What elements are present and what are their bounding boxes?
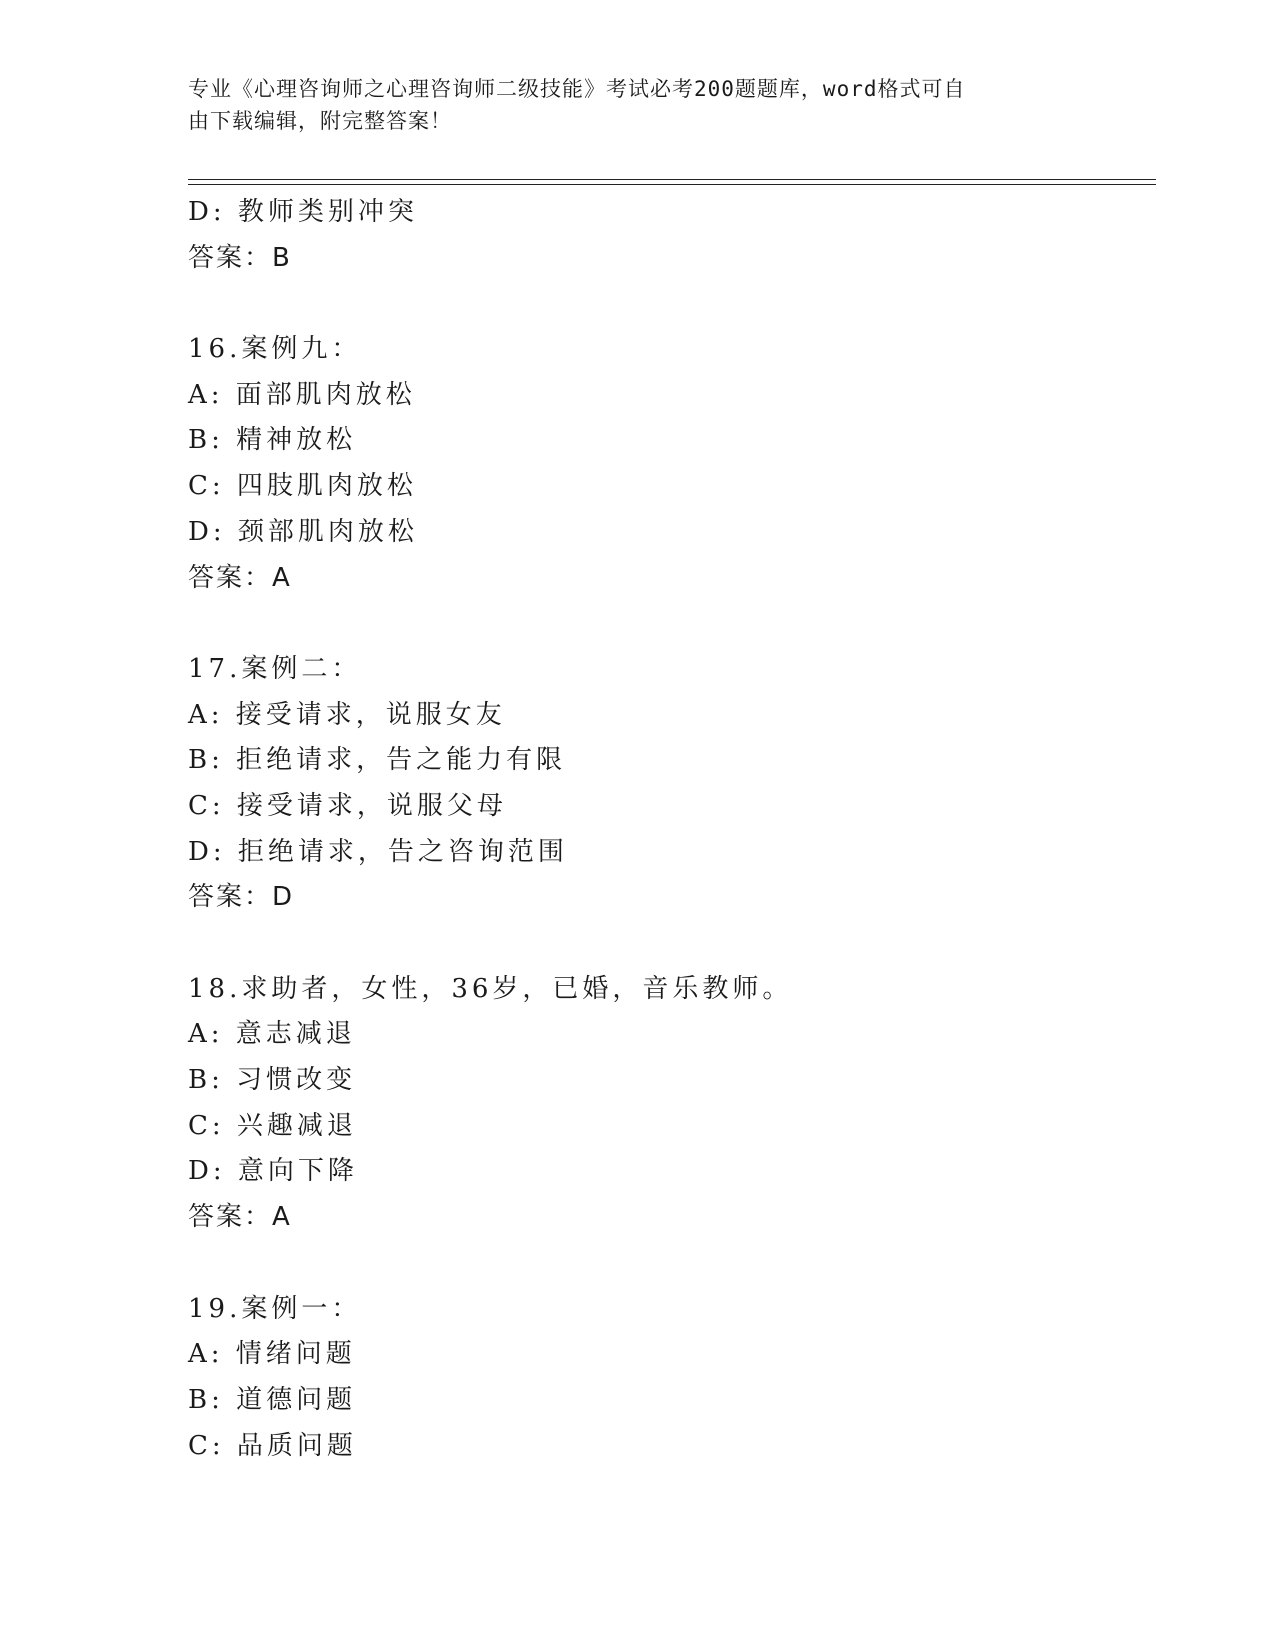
option-b: B: 习惯改变: [188, 1065, 357, 1096]
document-header: [188, 73, 1088, 137]
option-b: B: 拒绝请求，告之能力有限: [188, 745, 567, 776]
question-stem: 19.案例一：: [188, 1293, 362, 1324]
question-stem: 16.案例九：: [188, 334, 362, 365]
option-a: A: 意志减退: [188, 1019, 356, 1050]
question-stem: 18.求助者，女性，36岁，已婚，音乐教师。: [188, 973, 793, 1004]
header-divider-top: [188, 179, 1156, 180]
question-block-19: [188, 1287, 1148, 1470]
question-block-16: [188, 327, 1148, 601]
option-b: B: 道德问题: [188, 1384, 357, 1415]
answer-line: 答案：D: [188, 882, 295, 913]
option-a: A: 面部肌肉放松: [188, 379, 416, 410]
question-block-17: [188, 647, 1148, 921]
question-block-previous: [188, 190, 1148, 281]
question-stem: 17.案例二：: [188, 653, 362, 684]
question-block-18: [188, 967, 1148, 1241]
header-divider-bottom: [188, 184, 1156, 185]
option-a: A: 情绪问题: [188, 1339, 356, 1370]
option-d: D: 拒绝请求，告之咨询范围: [188, 836, 568, 867]
option-c: C: 四肢肌肉放松: [188, 471, 417, 502]
option-c: C: 品质问题: [188, 1430, 357, 1461]
option-a: A: 接受请求，说服女友: [188, 699, 506, 730]
option-d: D: 教师类别冲突: [188, 197, 418, 227]
option-c: C: 兴趣减退: [188, 1110, 357, 1141]
option-d: D: 颈部肌肉放松: [188, 516, 418, 547]
option-b: B: 精神放松: [188, 425, 357, 456]
answer-line: 答案：A: [188, 1202, 292, 1233]
answer-line: 答案：A: [188, 562, 292, 593]
option-d: D: 意向下降: [188, 1156, 358, 1187]
option-c: C: 接受请求，说服父母: [188, 790, 507, 821]
header-line-1: 专业《心理咨询师之心理咨询师二级技能》考试必考200题题库，word格式可自: [188, 77, 966, 101]
question-list: [188, 190, 1148, 1469]
answer-line: 答案：B: [188, 242, 292, 273]
header-line-2: 由下载编辑，附完整答案！: [188, 109, 452, 133]
